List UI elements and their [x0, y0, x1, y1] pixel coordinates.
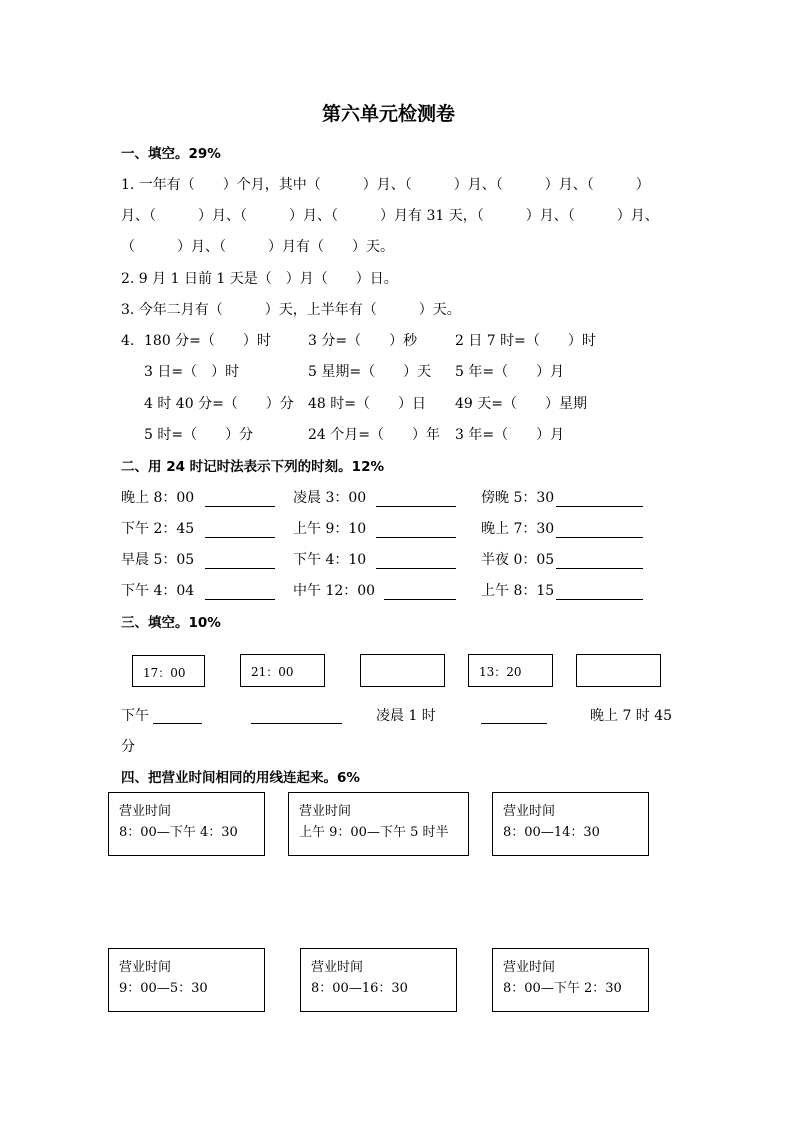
answer-blank[interactable] [384, 599, 456, 600]
time-label: 傍晚 5：30 [481, 490, 555, 506]
q4-item: 5 年=（ ）月 [455, 364, 565, 380]
business-hours-card[interactable] [492, 948, 649, 1012]
time-label: 上午 9：10 [293, 521, 367, 537]
time-box-value: 21：00 [251, 665, 294, 679]
business-hours-card[interactable] [492, 792, 649, 856]
answer-text: 凌晨 1 时 [376, 708, 436, 724]
answer-blank[interactable] [556, 537, 643, 538]
time-box-value: 13：20 [479, 665, 522, 679]
business-hours-card[interactable] [288, 792, 469, 856]
time-label: 晚上 8：00 [121, 490, 195, 506]
card-label: 营业时间 [503, 804, 556, 819]
business-hours-card[interactable] [108, 948, 265, 1012]
answer-blank[interactable] [556, 568, 643, 569]
answer-blank[interactable] [205, 568, 275, 569]
answer-prefix: 下午 [121, 708, 149, 724]
q4-item: 3 年=（ ）月 [455, 427, 565, 443]
q4-item: 180 分=（ ）时 [144, 333, 271, 349]
time-label: 下午 2：45 [121, 521, 195, 537]
card-label: 营业时间 [503, 960, 556, 975]
section-1-heading: 一、填空。29% [121, 146, 221, 162]
q4-item: 24 个月=（ ）年 [308, 427, 440, 443]
answer-blank[interactable] [205, 599, 275, 600]
business-hours-card[interactable] [300, 948, 457, 1012]
q4-item: 4 时 40 分=（ ）分 [144, 396, 294, 412]
time-label: 中午 12：00 [293, 583, 376, 599]
q4-item: 49 天=（ ）星期 [455, 396, 587, 412]
card-label: 营业时间 [299, 804, 352, 819]
answer-text-tail: 分 [121, 739, 135, 755]
time-label: 晚上 7：30 [481, 521, 555, 537]
answer-blank[interactable] [153, 723, 202, 724]
card-time: 9：00—5：30 [119, 981, 208, 996]
card-time: 8：00—下午 2：30 [503, 981, 622, 996]
question-1-line-1: 1. 一年有（ ）个月，其中（ ）月、（ ）月、（ ）月、（ ） [121, 177, 650, 193]
question-3: 3. 今年二月有（ ）天，上半年有（ ）天。 [121, 302, 461, 318]
time-label: 凌晨 3：00 [293, 490, 367, 506]
time-label: 早晨 5：05 [121, 552, 195, 568]
time-box-value: 17：00 [143, 666, 186, 680]
section-3-heading: 三、填空。10% [121, 615, 221, 631]
q4-item: 3 日=（ ）时 [144, 364, 240, 380]
question-2: 2. 9 月 1 日前 1 天是（ ）月（ ）日。 [121, 271, 398, 287]
page-title: 第六单元检测卷 [322, 103, 456, 125]
time-box-empty[interactable] [360, 654, 445, 687]
time-label: 上午 8：15 [481, 583, 555, 599]
card-time: 8：00—14：30 [503, 825, 600, 840]
answer-blank[interactable] [205, 537, 275, 538]
time-box [132, 655, 205, 687]
answer-blank[interactable] [556, 599, 643, 600]
card-label: 营业时间 [119, 804, 172, 819]
card-time: 上午 9：00—下午 5 时半 [299, 825, 449, 840]
time-box-empty[interactable] [576, 654, 661, 687]
answer-blank[interactable] [481, 723, 547, 724]
card-label: 营业时间 [119, 960, 172, 975]
question-1-line-3: （ ）月、（ ）月有（ ）天。 [121, 239, 394, 255]
section-2-heading: 二、用 24 时记时法表示下列的时刻。12% [121, 459, 384, 475]
business-hours-card[interactable] [108, 792, 265, 856]
answer-blank[interactable] [376, 537, 456, 538]
q4-item: 3 分=（ ）秒 [308, 333, 418, 349]
answer-blank[interactable] [205, 506, 275, 507]
q4-item: 48 时=（ ）日 [308, 396, 426, 412]
answer-blank[interactable] [251, 723, 342, 724]
time-box [240, 654, 325, 687]
time-box [468, 654, 553, 687]
question-1-line-2: 月、（ ）月、（ ）月、（ ）月有 31 天，（ ）月、（ ）月、 [121, 208, 659, 224]
card-time: 8：00—16：30 [311, 981, 408, 996]
time-label: 下午 4：10 [293, 552, 367, 568]
q4-item: 5 星期=（ ）天 [308, 364, 432, 380]
answer-blank[interactable] [556, 506, 643, 507]
card-label: 营业时间 [311, 960, 364, 975]
time-label: 下午 4：04 [121, 583, 195, 599]
section-4-heading: 四、把营业时间相同的用线连起来。6% [121, 770, 360, 786]
time-label: 半夜 0：05 [481, 552, 555, 568]
card-time: 8：00—下午 4：30 [119, 825, 238, 840]
answer-text: 晚上 7 时 45 [590, 708, 673, 724]
answer-blank[interactable] [376, 506, 456, 507]
question-4-number: 4. [121, 333, 135, 349]
q4-item: 2 日 7 时=（ ）时 [455, 333, 596, 349]
answer-blank[interactable] [376, 568, 456, 569]
q4-item: 5 时=（ ）分 [144, 427, 254, 443]
